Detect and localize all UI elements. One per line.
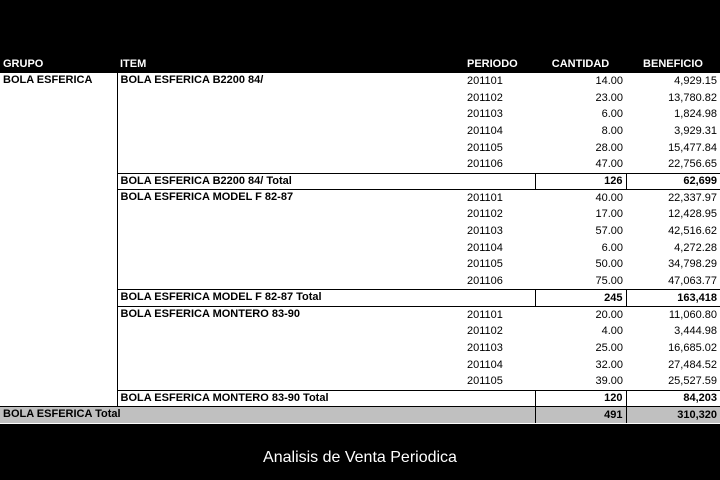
periodo-cell: 201101 — [467, 308, 503, 321]
cantidad-cell: 8.00 — [601, 124, 623, 137]
beneficio-cell: 3,444.98 — [674, 325, 717, 338]
item-total-label: BOLA ESFERICA B2200 84/ Total — [117, 173, 464, 190]
periodo-cell: 201102 — [467, 325, 503, 338]
beneficio-cell: 42,516.62 — [668, 225, 717, 238]
item-total-cantidad: 126 — [535, 173, 626, 190]
item-total-spacer — [464, 390, 535, 407]
beneficio-cell: 11,060.80 — [668, 308, 717, 321]
beneficio-cell: 25,527.59 — [668, 374, 717, 387]
grand-total-beneficio: 310,320 — [626, 407, 720, 424]
cantidad-cell: 14.00 — [595, 74, 623, 87]
grand-total-label: BOLA ESFERICA Total — [0, 407, 464, 424]
beneficio-cell: 27,484.52 — [668, 358, 717, 371]
item-total-spacer — [464, 173, 535, 190]
beneficio-cell: 4,272.28 — [674, 241, 717, 254]
cantidad-cell: 40.00 — [595, 191, 623, 204]
beneficio-cell: 22,756.65 — [668, 158, 717, 171]
cantidad-cell: 25.00 — [595, 341, 623, 354]
header-beneficio: BENEFICIO — [626, 56, 720, 73]
periodo-cell: 201104 — [467, 358, 503, 371]
periodo-cell: 201105 — [467, 141, 503, 154]
grand-total-row — [0, 407, 720, 424]
item-total-spacer — [464, 290, 535, 307]
header-periodo: PERIODO — [464, 56, 535, 73]
table-header-row — [0, 56, 720, 73]
sales-table — [0, 56, 720, 423]
item-total-cantidad: 245 — [535, 290, 626, 307]
grand-total-spacer — [464, 407, 535, 424]
beneficio-cell: 47,063.77 — [668, 274, 717, 287]
periodo-cell: 201105 — [467, 258, 503, 271]
beneficio-cell: 15,477.84 — [668, 141, 717, 154]
periodo-cell: 201103 — [467, 341, 503, 354]
item-total-beneficio: 163,418 — [626, 290, 720, 307]
grand-total-cantidad: 491 — [535, 407, 626, 424]
periodo-cell: 201103 — [467, 225, 503, 238]
item-total-label: BOLA ESFERICA MODEL F 82-87 Total — [117, 290, 464, 307]
beneficio-cell: 3,929.31 — [674, 124, 717, 137]
report-sheet — [0, 56, 720, 424]
beneficio-cell: 34,798.29 — [668, 258, 717, 271]
periodo-cell: 201104 — [467, 124, 503, 137]
periodo-cell: 201106 — [467, 158, 503, 171]
cantidad-cell: 50.00 — [595, 258, 623, 271]
periodo-cell: 201104 — [467, 241, 503, 254]
item-name-cell: BOLA ESFERICA MODEL F 82-87 — [120, 191, 294, 204]
report-caption: Analisis de Venta Periodica — [263, 449, 457, 466]
cantidad-cell: 17.00 — [595, 208, 623, 221]
periodo-cell: 201103 — [467, 108, 503, 121]
cantidad-cell: 6.00 — [601, 108, 623, 121]
header-item: ITEM — [117, 56, 464, 73]
beneficio-cell: 4,929.15 — [674, 74, 717, 87]
cantidad-cell: 39.00 — [595, 374, 623, 387]
periodo-cell: 201101 — [467, 191, 503, 204]
item-name-cell: BOLA ESFERICA MONTERO 83-90 — [120, 308, 300, 321]
periodo-cell: 201102 — [467, 91, 503, 104]
beneficio-cell: 16,685.02 — [668, 341, 717, 354]
cantidad-cell: 28.00 — [595, 141, 623, 154]
header-cantidad: CANTIDAD — [535, 56, 626, 73]
periodo-cell: 201105 — [467, 374, 503, 387]
cantidad-cell: 57.00 — [595, 225, 623, 238]
beneficio-cell: 1,824.98 — [674, 108, 717, 121]
cantidad-cell: 47.00 — [595, 158, 623, 171]
item-total-label: BOLA ESFERICA MONTERO 83-90 Total — [117, 390, 464, 407]
table-row — [0, 73, 720, 90]
periodo-cell: 201101 — [467, 74, 503, 87]
cantidad-cell: 23.00 — [595, 91, 623, 104]
cantidad-cell: 75.00 — [595, 274, 623, 287]
item-total-beneficio: 62,699 — [626, 173, 720, 190]
cantidad-cell: 20.00 — [595, 308, 623, 321]
cantidad-cell: 32.00 — [595, 358, 623, 371]
periodo-cell: 201102 — [467, 208, 503, 221]
cantidad-cell: 6.00 — [601, 241, 623, 254]
grupo-cell: BOLA ESFERICA — [0, 73, 117, 407]
beneficio-cell: 12,428.95 — [668, 208, 717, 221]
item-total-cantidad: 120 — [535, 390, 626, 407]
periodo-cell: 201106 — [467, 274, 503, 287]
item-total-beneficio: 84,203 — [626, 390, 720, 407]
header-grupo: GRUPO — [0, 56, 117, 73]
item-name-cell: BOLA ESFERICA B2200 84/ — [120, 74, 264, 86]
beneficio-cell: 13,780.82 — [668, 91, 717, 104]
cantidad-cell: 4.00 — [601, 325, 623, 338]
beneficio-cell: 22,337.97 — [668, 191, 717, 204]
table-body — [0, 73, 720, 423]
